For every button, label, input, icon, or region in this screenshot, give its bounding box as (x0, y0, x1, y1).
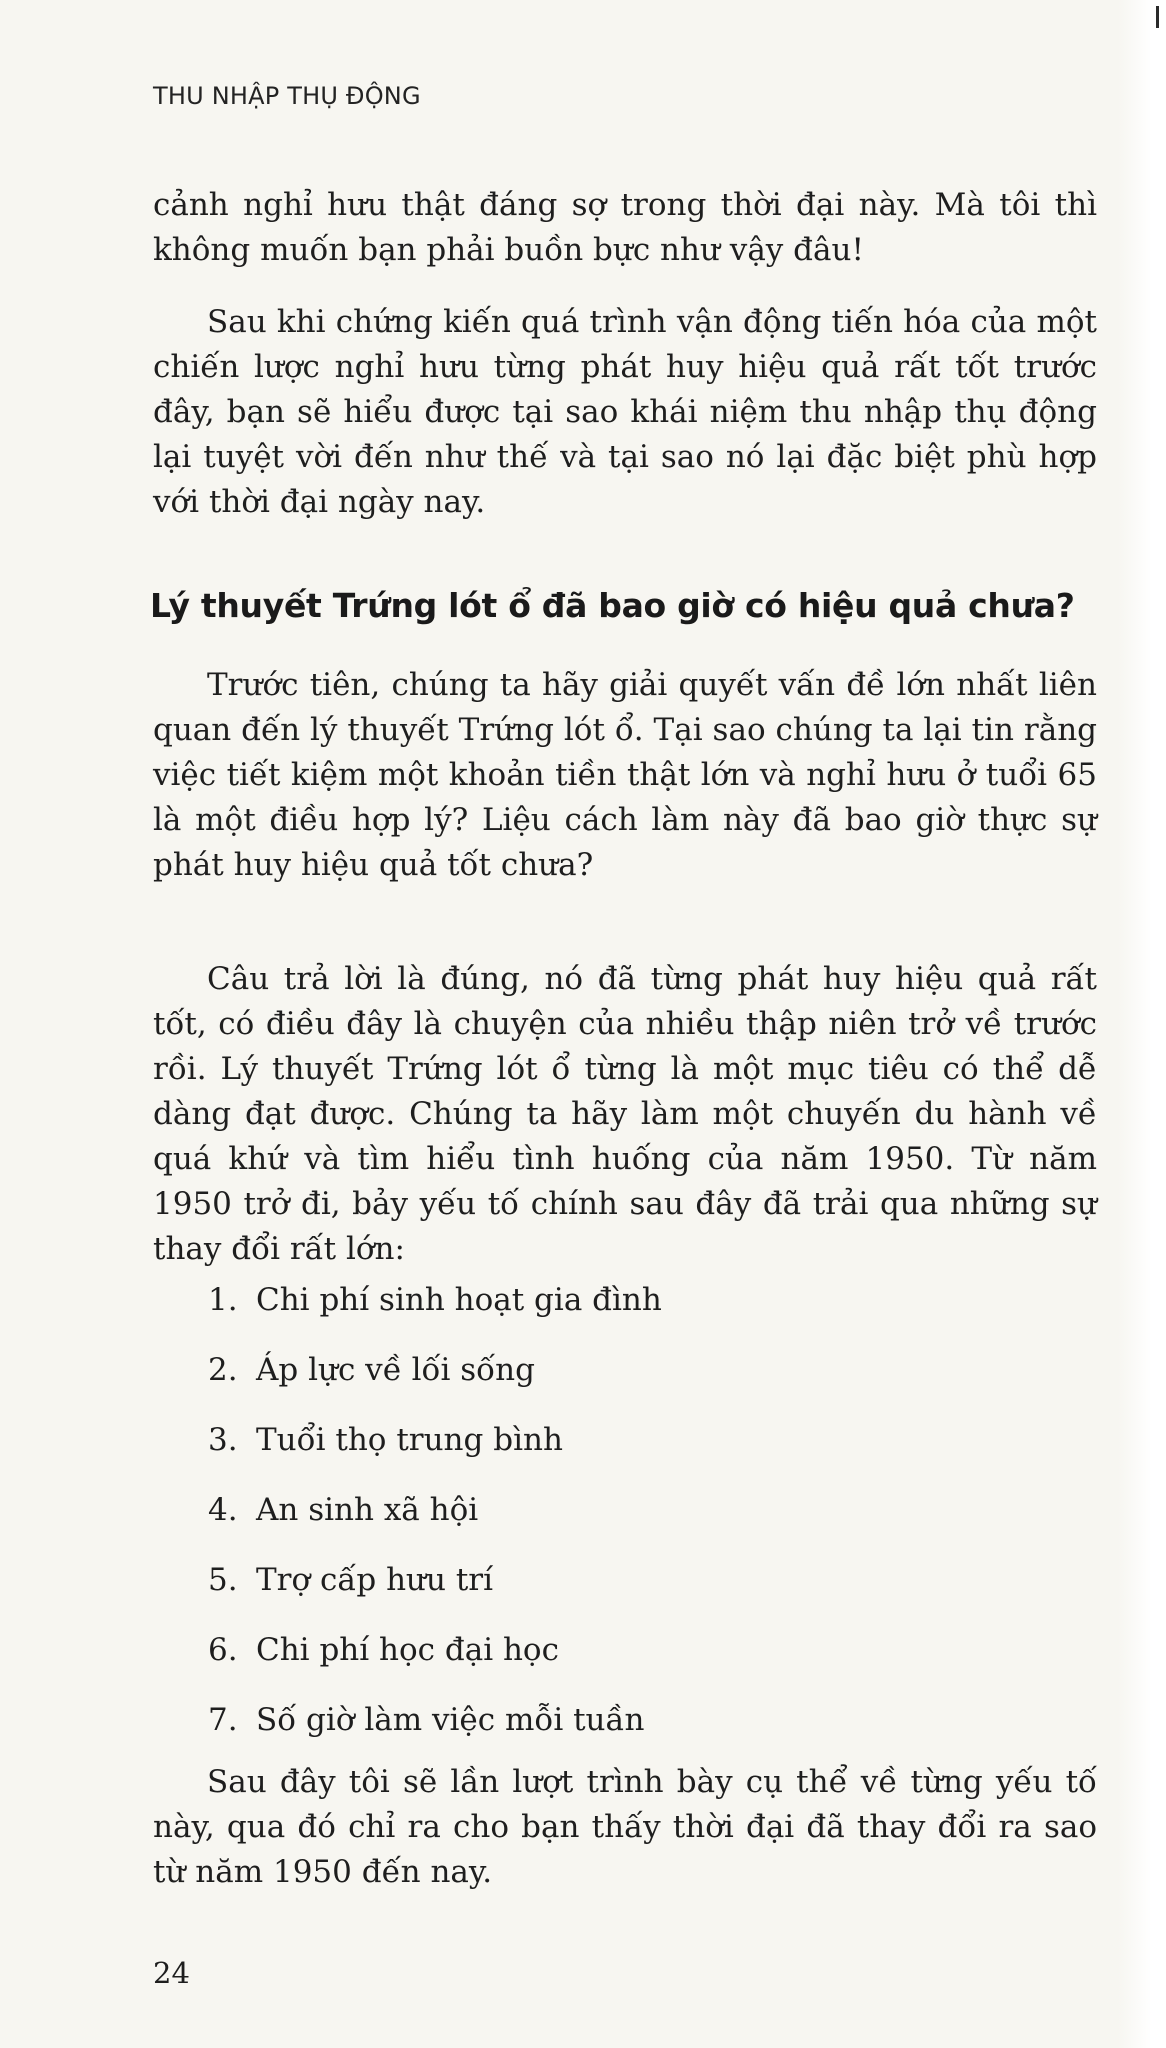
page-number: 24 (153, 1956, 190, 1990)
section-paragraph-1: Trước tiên, chúng ta hãy giải quyết vấn đề lớn nhất liên quan đến lý thuyết Trứng lót ổ. Tại sao chúng ta lại tin rằng việc tiết kiệm một khoản tiền thật lớn và nghỉ hưu ở tuổi 65 là một điều hợp lý? Liệu cách làm này đã bao giờ thực sự phát huy hiệu quả tốt chưa? (153, 667, 1097, 883)
list-item (208, 1348, 662, 1418)
intro-paragraph (153, 183, 1097, 273)
list-number: 2. (208, 1352, 238, 1388)
list-number: 5. (208, 1562, 238, 1598)
list-item (208, 1488, 662, 1558)
list-item (208, 1628, 662, 1698)
section-paragraph-2: Câu trả lời là đúng, nó đã từng phát huy hiệu quả rất tốt, có điều đây là chuyện của nhiều thập niên trở về trước rồi. Lý thuyết Trứng lót ổ từng là một mục tiêu có thể dễ dàng đạt được. Chúng ta hãy làm một chuyến du hành về quá khứ và tìm hiểu tình huống của năm 1950. Từ năm 1950 trở đi, bảy yếu tố chính sau đây đã trải qua những sự thay đổi rất lớn: (153, 961, 1097, 1267)
list-number: 7. (208, 1702, 238, 1738)
list-item (208, 1418, 662, 1488)
list-text: Áp lực về lối sống (256, 1352, 535, 1388)
list-item (208, 1698, 662, 1768)
list-number: 4. (208, 1492, 238, 1528)
list-text: Trợ cấp hưu trí (256, 1562, 494, 1598)
section-heading: Lý thuyết Trứng lót ổ đã bao giờ có hiệu quả chưa? (150, 586, 1075, 625)
list-text: Tuổi thọ trung bình (256, 1422, 563, 1458)
list-number: 1. (208, 1282, 238, 1318)
running-header: THU NHẬP THỤ ĐỘNG (153, 82, 421, 110)
list-number: 3. (208, 1422, 238, 1458)
list-text: Số giờ làm việc mỗi tuần (256, 1702, 645, 1738)
section-paragraph-2-block (153, 957, 1097, 1272)
page-edge (1118, 0, 1166, 2048)
intro-paragraph-1: cảnh nghỉ hưu thật đáng sợ trong thời đại này. Mà tôi thì không muốn bạn phải buồn bực như vậy đâu! (153, 187, 1097, 268)
edge-mark (1156, 6, 1159, 28)
factor-list (208, 1278, 662, 1768)
closing-paragraph-block (153, 1760, 1097, 1895)
list-text: An sinh xã hội (256, 1492, 479, 1528)
section-paragraph-1-block (153, 663, 1097, 888)
list-item (208, 1278, 662, 1348)
list-number: 6. (208, 1632, 238, 1668)
list-text: Chi phí học đại học (256, 1632, 559, 1668)
list-text: Chi phí sinh hoạt gia đình (256, 1282, 662, 1318)
closing-paragraph: Sau đây tôi sẽ lần lượt trình bày cụ thể về từng yếu tố này, qua đó chỉ ra cho bạn thấy thời đại đã thay đổi ra sao từ năm 1950 đến nay. (153, 1764, 1097, 1890)
list-item (208, 1558, 662, 1628)
intro-paragraph-2: Sau khi chứng kiến quá trình vận động tiến hóa của một chiến lược nghỉ hưu từng phát huy hiệu quả rất tốt trước đây, bạn sẽ hiểu được tại sao khái niệm thu nhập thụ động lại tuyệt vời đến như thế và tại sao nó lại đặc biệt phù hợp với thời đại ngày nay. (153, 304, 1097, 520)
intro-paragraph-2-block (153, 300, 1097, 525)
